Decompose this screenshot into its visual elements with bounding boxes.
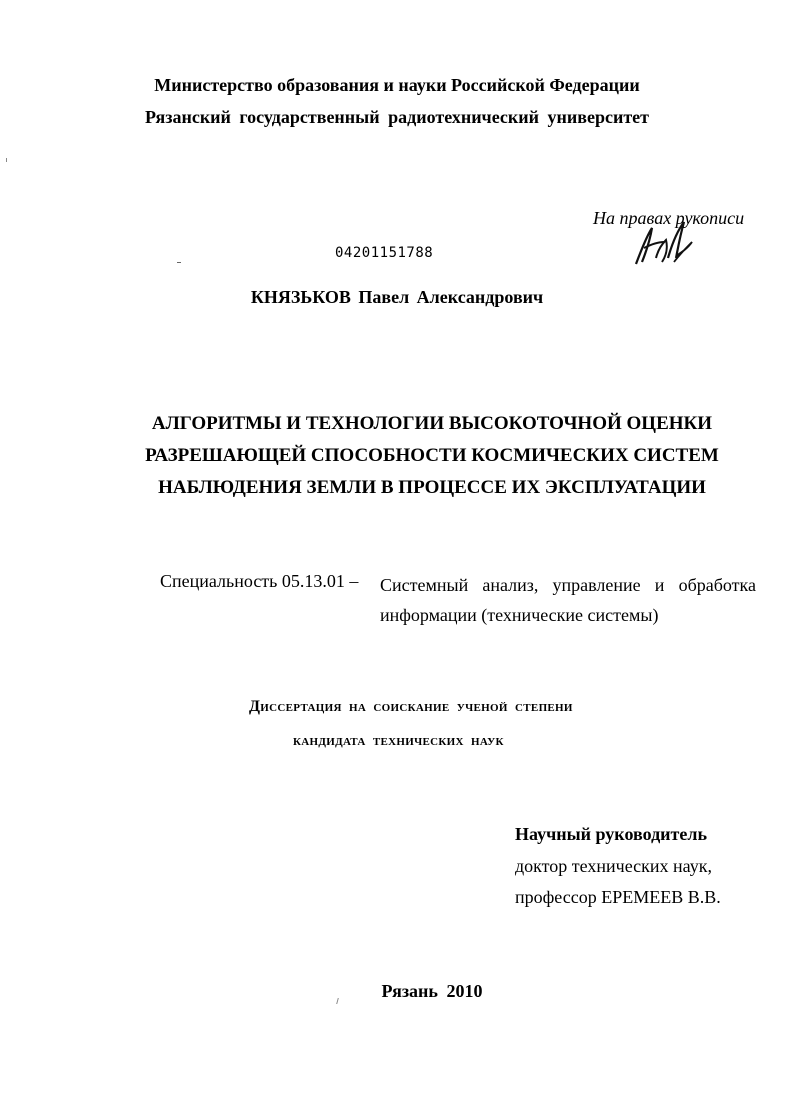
ministry-heading: Министерство образования и науки Российской Федерации	[154, 75, 640, 95]
specialty-value-line-2: информации (технические системы)	[380, 605, 659, 625]
dissertation-type-line-1: Диссертация на соискание ученой степени	[249, 698, 573, 715]
advisor-degree: доктор технических наук,	[515, 856, 712, 876]
university-heading: Рязанский государственный радиотехнический университет	[144, 107, 650, 127]
advisor-name: профессор ЕРЕМЕЕВ В.В.	[515, 887, 721, 907]
scan-dash	[177, 262, 181, 263]
author-name: КНЯЗЬКОВ Павел Александрович	[250, 287, 544, 307]
thesis-title-line-1: АЛГОРИТМЫ И ТЕХНОЛОГИИ ВЫСОКОТОЧНОЙ ОЦЕНКИ	[151, 413, 713, 434]
manuscript-rights-note: На правах рукописи	[593, 208, 745, 228]
specialty-value	[380, 570, 756, 630]
specialty-value-line-1: Системный анализ, управление и обработка	[380, 575, 756, 595]
signature-image	[628, 218, 698, 272]
thesis-title-line-2: РАЗРЕШАЮЩЕЙ СПОСОБНОСТИ КОСМИЧЕСКИХ СИСТЕМ	[145, 445, 719, 466]
specialty-label: Специальность 05.13.01 –	[160, 571, 359, 591]
advisor-title: Научный руководитель	[515, 824, 707, 844]
city-year: Рязань 2010	[381, 981, 483, 1001]
scan-mark	[6, 158, 7, 162]
archive-number: 04201151788	[335, 245, 434, 261]
dissertation-type-line-2: кандидата технических наук	[293, 732, 504, 749]
thesis-title-line-3: НАБЛЮДЕНИЯ ЗЕМЛИ В ПРОЦЕССЕ ИХ ЭКСПЛУАТАЦИИ	[158, 477, 706, 498]
